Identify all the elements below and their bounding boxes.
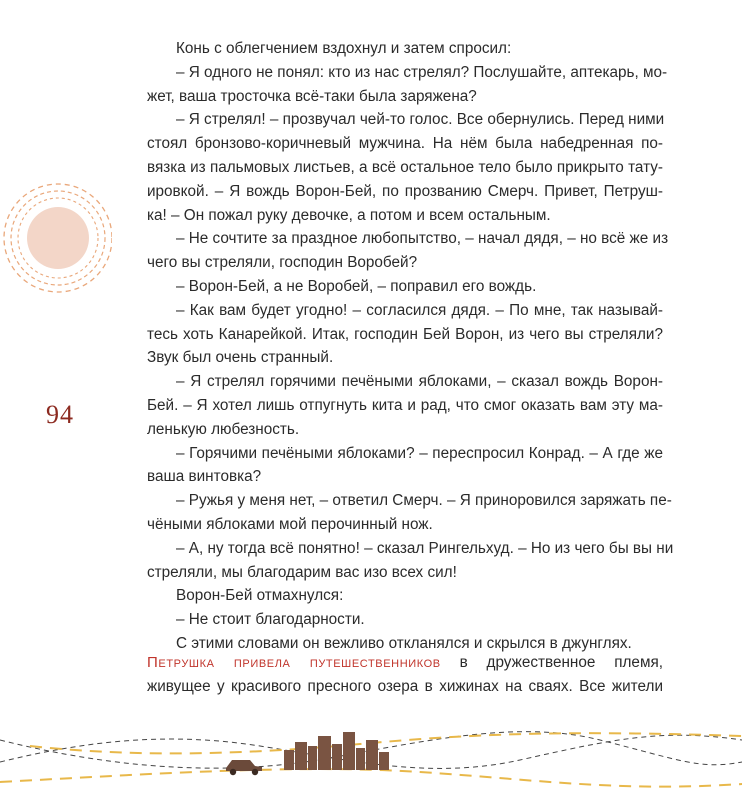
text-line: Бей. – Я хотел лишь отпугнуть кита и рад, что смог оказать вам эту ма-	[147, 396, 663, 414]
text-line: – Горячими печёными яблоками? – переспросил Конрад. – А где же	[176, 444, 663, 462]
text-line: ка! – Он пожал руку девочке, а потом и всем остальным.	[147, 206, 551, 224]
city-skyline-icon	[284, 732, 389, 770]
text-line: ировкой. – Я вождь Ворон-Бей, по прозванию Смерч. Привет, Петруш-	[147, 182, 663, 200]
text-line: – Как вам будет угодно! – согласился дядя. – По мне, так называй-	[176, 301, 663, 319]
text-line: – Я стрелял горячими печёными яблоками, – сказал вождь Ворон-	[176, 373, 663, 391]
text-line: ваша винтовка?	[147, 468, 262, 486]
text-line: – А, ну тогда всё понятно! – сказал Рингельхуд. – Но из чего бы вы ни	[176, 539, 674, 557]
body-text	[147, 37, 674, 656]
text-line: Конь с облегчением вздохнул и затем спросил:	[176, 40, 512, 57]
text-line: стоял бронзово-коричневый мужчина. На нём была набедренная по-	[147, 135, 663, 153]
section-lead: Петрушка привела путешественников	[147, 654, 441, 671]
text-line: – Ружья у меня нет, – ответил Смерч. – Я приноровился заряжать пе-	[176, 492, 672, 510]
text-line: Ворон-Бей отмахнулся:	[176, 587, 344, 605]
car-icon	[226, 760, 262, 775]
text-line: тесь хоть Канарейкой. Итак, господин Бей Ворон, из чего вы стреляли?	[147, 325, 663, 343]
section-lead-rest: в дружественное племя,	[440, 654, 663, 671]
text-line: – Я стрелял! – прозвучал чей-то голос. Все обернулись. Перед ними	[176, 111, 665, 129]
page-number-badge	[0, 178, 112, 429]
text-line: – Не сочтите за праздное любопытство, – начал дядя, – но всё же из	[176, 230, 669, 248]
sun-ornament-icon	[0, 178, 112, 298]
page-number: 94	[46, 400, 74, 429]
road-landscape-illustration	[0, 700, 742, 800]
text-line: ленькую любезность.	[147, 420, 300, 438]
text-line: – Я одного не понял: кто из нас стрелял? Послушайте, аптекарь, мо-	[176, 63, 668, 81]
text-line: жет, ваша тросточка всё-таки была заряжена?	[147, 87, 477, 105]
text-line: Звук был очень странный.	[147, 349, 334, 367]
text-line	[147, 651, 663, 675]
text-line: стреляли, мы благодарим вас изо всех сил!	[147, 563, 457, 581]
text-line: С этими словами он вежливо откланялся и скрылся в джунглях.	[176, 634, 632, 652]
text-line: чего вы стреляли, господин Воробей?	[147, 254, 418, 272]
text-line: – Не стоит благодарности.	[176, 611, 365, 629]
next-section	[147, 651, 663, 699]
text-line: живущее у красивого пресного озера в хижинах на сваях. Все жители	[147, 677, 663, 695]
text-line: – Ворон-Бей, а не Воробей, – поправил его вождь.	[176, 277, 537, 295]
text-line: чёными яблоками мой перочинный нож.	[147, 515, 433, 533]
text-line: вязка из пальмовых листьев, а всё остальное тело было прикрыто тату-	[147, 158, 663, 176]
